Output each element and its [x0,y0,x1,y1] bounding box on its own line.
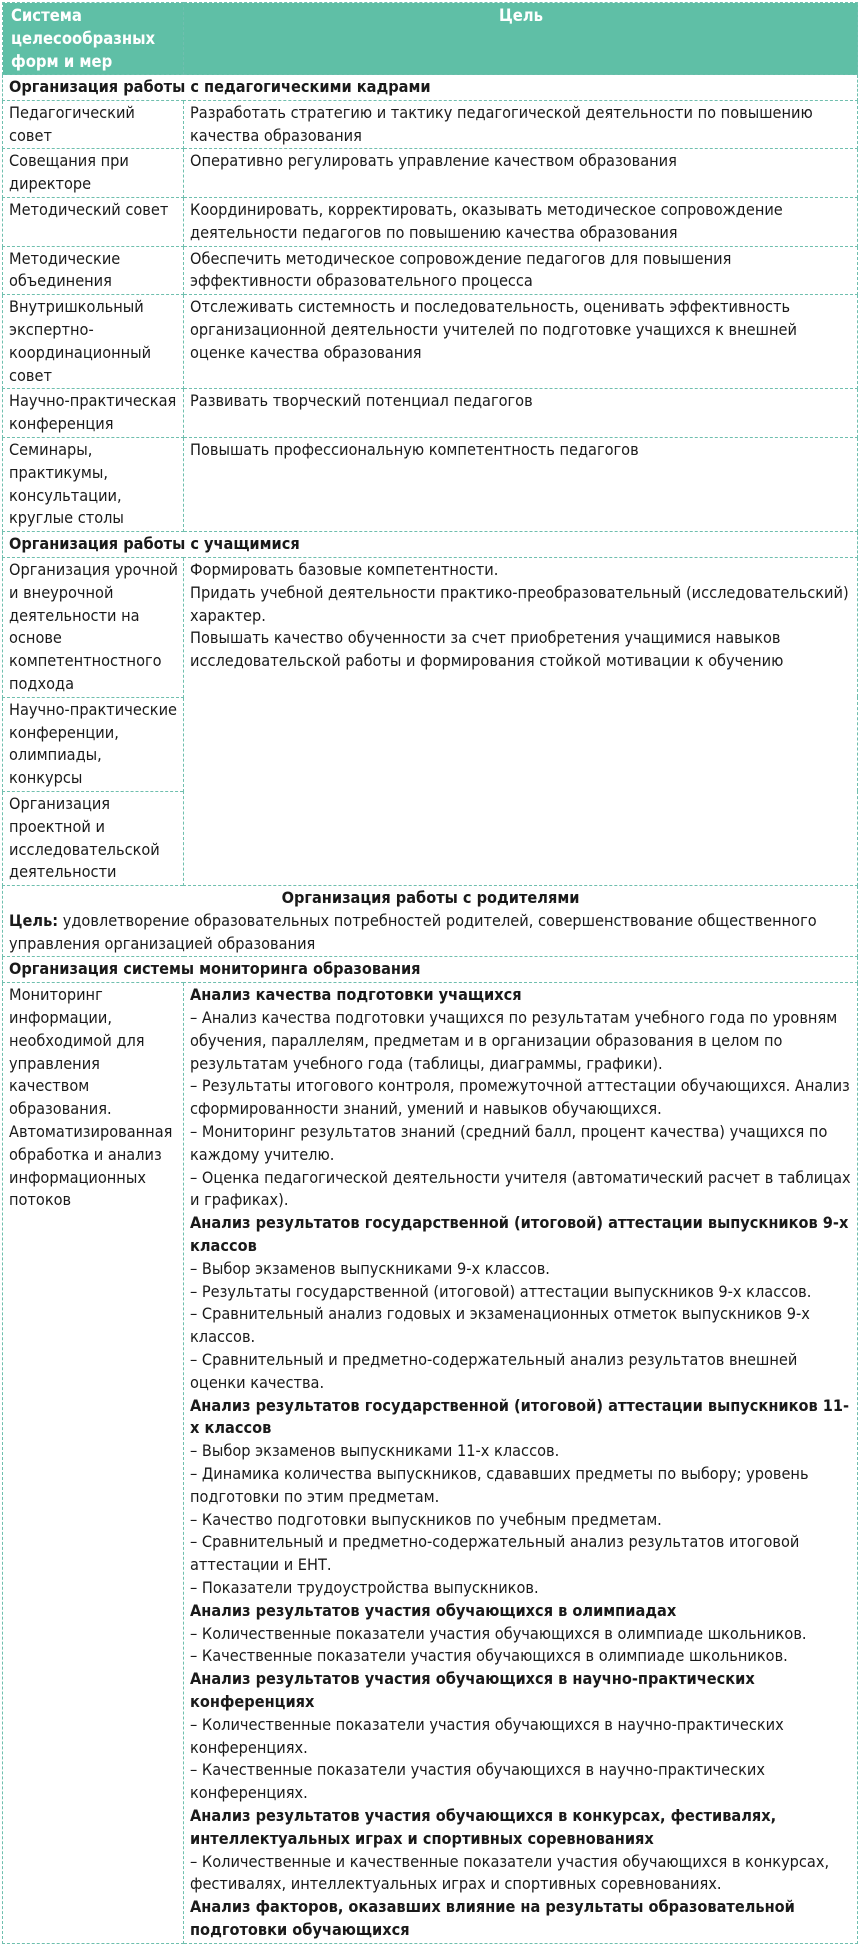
group-heading: Анализ факторов, оказавших влияние на результаты образовательной подготовки обучающихся [190,1897,795,1939]
document-page [0,2,860,1939]
group-heading: Анализ результатов участия обучающихся в олимпиадах [190,1600,677,1620]
list-item: – Динамика количества выпускников, сдававших предметы по выбору; уровень подготовки по этим предметам. [190,1464,809,1506]
section-title-students: Организация работы с учащимися [3,532,858,558]
section-row [3,532,858,558]
table-row [3,197,858,246]
list-item: – Сравнительный и предметно-содержательный анализ результатов итоговой аттестации и ЕНТ. [190,1532,800,1575]
group-heading: Анализ результатов участия обучающихся в конкурсах, фестивалях, интеллектуальных играх и спортивных соревнованиях [190,1805,777,1848]
form-cell: Педагогический совет [3,100,184,149]
goal-line: Повышать качество обученности за счет приобретения учащимися навыков исследовательской работы и формирования стойкой мотивации к обучению [190,628,784,671]
monitoring-group [190,1805,852,1896]
table-row [3,437,858,531]
group-heading: Анализ результатов участия обучающихся в научно-практических конференциях [190,1669,755,1711]
form-cell: Методические объединения [3,246,184,295]
goal-cell: Отслеживать системность и последовательность, оценивать эффективность организационной деятельности учителей по подготовке учащихся к внешней оценке качества образования [184,295,858,389]
goal-cell [184,983,858,1943]
list-item: – Количественные показатели участия обучающихся в научно-практических конференциях. [190,1714,784,1757]
table-row [3,983,858,1943]
section-row [3,957,858,983]
list-item: – Мониторинг результатов знаний (средний балл, процент качества) учащихся по каждому учителю. [190,1122,828,1164]
table-row [3,149,858,198]
table-row [3,389,858,438]
goal-cell: Координировать, корректировать, оказывать методическое сопровождение деятельности педагогов по повышению качества образования [184,197,858,246]
goal-cell: Повышать профессиональную компетентность педагогов [184,437,858,531]
goal-cell: Развивать творческий потенциал педагогов [184,389,858,438]
list-item: – Количественные показатели участия обучающихся в олимпиаде школьников. [190,1623,807,1643]
table-row [3,100,858,149]
list-item: – Количественные и качественные показатели участия обучающихся в конкурсах, фестивалях, интеллектуальных играх и спортивных соревнованиях. [190,1851,830,1894]
monitoring-group [190,1600,852,1668]
group-heading: Анализ результатов государственной (итоговой) аттестации выпускников 11-х классов [190,1395,850,1438]
group-heading: Анализ качества подготовки учащихся [190,985,522,1005]
header-goal: Цель [184,3,858,75]
table-row [3,557,858,697]
list-item: – Сравнительный и предметно-содержательный анализ результатов внешней оценки качества. [190,1350,798,1392]
parents-goal [9,910,852,956]
list-item: – Результаты итогового контроля, промежуточной аттестации обучающихся. Анализ сформированности знаний, умений и навыков обучающихся. [190,1076,850,1119]
list-item: – Качественные показатели участия обучающихся в олимпиаде школьников. [190,1646,788,1666]
list-item: – Результаты государственной (итоговой) аттестации выпускников 9-х классов. [190,1281,812,1301]
parents-cell [3,886,858,957]
form-cell: Научно-практические конференции, олимпиады, конкурсы [3,697,184,791]
list-item: – Выбор экзаменов выпускниками 9-х классов. [190,1258,550,1278]
form-cell: Мониторинг информации, необходимой для управления качеством образования. Автоматизированная обработка и анализ информационных потоков [3,983,184,1943]
form-cell: Внутришкольный экспертно-координационный совет [3,295,184,389]
table-row [3,295,858,389]
list-item: – Сравнительный анализ годовых и экзаменационных отметок выпускников 9-х классов. [190,1304,810,1347]
form-cell: Семинары, практикумы, консультации, круглые столы [3,437,184,531]
form-cell: Научно-практическая конференция [3,389,184,438]
group-heading: Анализ результатов государственной (итоговой) аттестации выпускников 9-х классов [190,1213,849,1256]
goal-text: удовлетворение образовательных потребностей родителей, совершенствование общественного управления организацией образования [9,910,817,953]
form-cell: Методический совет [3,197,184,246]
goal-cell: Обеспечить методическое сопровождение педагогов для повышения эффективности образовательного процесса [184,246,858,295]
goal-label: Цель: [9,910,59,930]
goal-line: Придать учебной деятельности практико-преобразовательный (исследовательский) характер. [190,582,849,625]
monitoring-group [190,984,852,1212]
form-cell: Организация урочной и внеурочной деятельности на основе компетентностного подхода [3,557,184,697]
section-row [3,75,858,101]
list-item: – Анализ качества подготовки учащихся по результатам учебного года по уровням обучения, параллелям, предметам и в организации образования в целом по результатам учебного года (таблицы, диаграммы, графики). [190,1008,838,1073]
form-cell: Совещания при директоре [3,149,184,198]
section-title-staff: Организация работы с педагогическими кадрами [3,75,858,101]
monitoring-group [190,1212,852,1394]
list-item: – Оценка педагогической деятельности учителя (автоматический расчет в таблицах и графиках). [190,1167,851,1210]
quality-management-table [2,2,858,1944]
monitoring-group [190,1395,852,1600]
section-row [3,886,858,957]
header-forms: Система целесообразных форм и мер [3,3,184,75]
goal-cell [184,557,858,885]
monitoring-group [190,1896,852,1942]
goal-line: Формировать базовые компетентности. [190,559,499,579]
goal-cell: Разработать стратегию и тактику педагогической деятельности по повышению качества образования [184,100,858,149]
goal-cell: Оперативно регулировать управление качеством образования [184,149,858,198]
table-row [3,246,858,295]
list-item: – Показатели трудоустройства выпускников. [190,1578,539,1597]
section-title-parents: Организация работы с родителями [281,888,580,908]
monitoring-group [190,1668,852,1805]
list-item: – Выбор экзаменов выпускниками 11-х классов. [190,1441,560,1461]
table-header-row [3,3,858,75]
form-cell: Организация проектной и исследовательской деятельности [3,791,184,885]
section-title-monitoring: Организация системы мониторинга образования [3,957,858,983]
list-item: – Качество подготовки выпускников по учебным предметам. [190,1509,662,1529]
list-item: – Качественные показатели участия обучающихся в научно-практических конференциях. [190,1760,765,1803]
